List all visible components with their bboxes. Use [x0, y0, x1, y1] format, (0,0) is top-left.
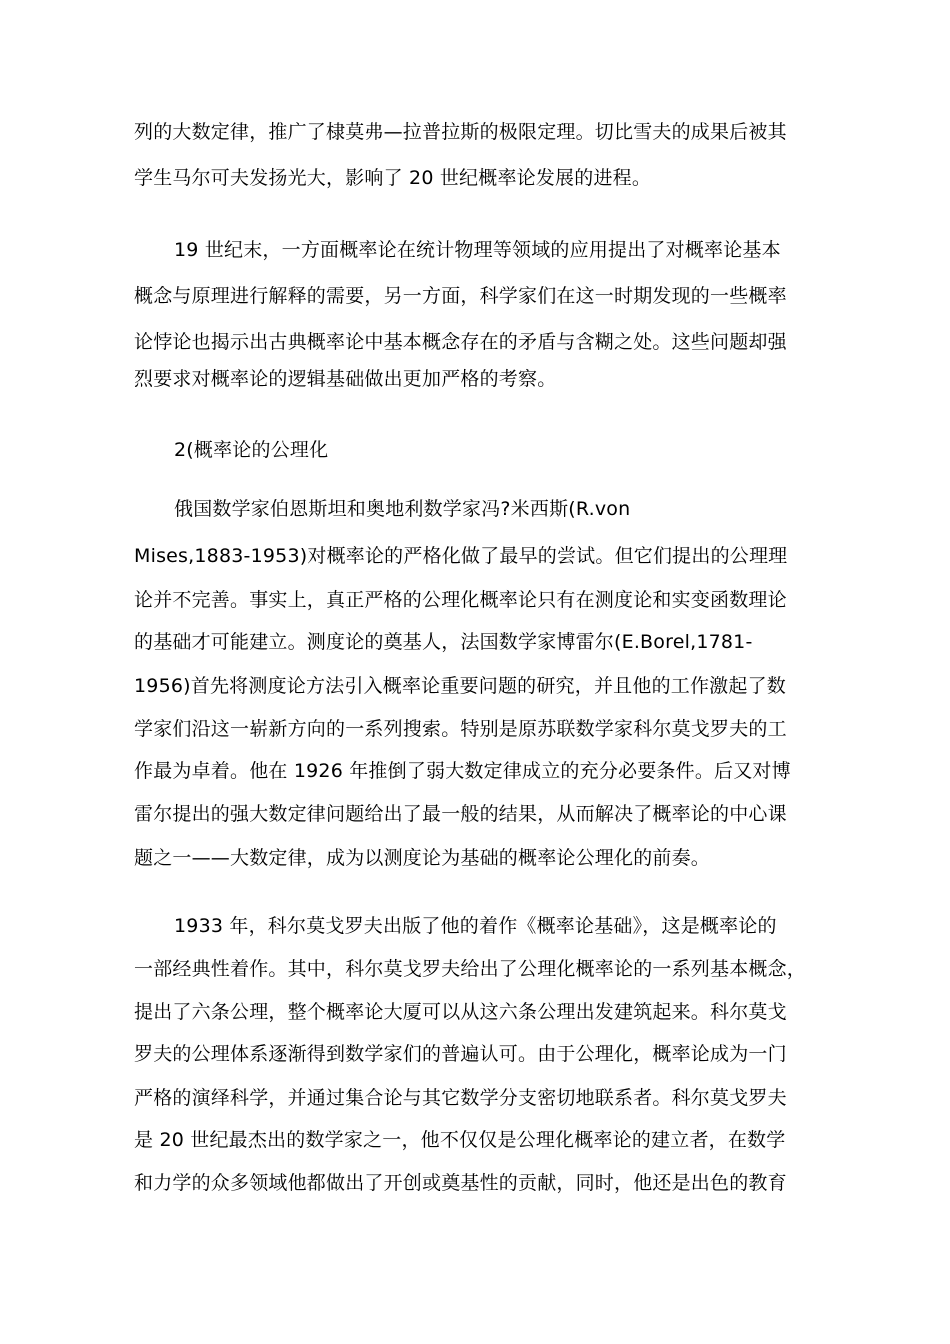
text-line: 作最为卓着。他在 1926 年推倒了弱大数定律成立的充分必要条件。后又对博	[134, 760, 791, 782]
text-line: 严格的演绎科学，并通过集合论与其它数学分支密切地联系者。科尔莫戈罗夫	[134, 1087, 787, 1109]
text-line: 论悖论也揭示出古典概率论中基本概念存在的矛盾与含糊之处。这些问题却强	[134, 331, 787, 353]
text-line: 1933 年，科尔莫戈罗夫出版了他的着作《概率论基础》，这是概率论的	[174, 915, 777, 937]
text-line: 和力学的众多领域他都做出了开创或奠基性的贡献，同时，他还是出色的教育	[134, 1172, 787, 1194]
text-line: 学生马尔可夫发扬光大，影响了 20 世纪概率论发展的进程。	[134, 167, 652, 189]
text-line: 论并不完善。事实上，真正严格的公理化概率论只有在测度论和实变函数理论	[134, 589, 787, 611]
text-line: 题之一——大数定律，成为以测度论为基础的概率论公理化的前奏。	[134, 847, 711, 869]
text-line: 列的大数定律，推广了棣莫弗—拉普拉斯的极限定理。切比雪夫的成果后被其	[134, 121, 787, 143]
text-line: 学家们沿这一崭新方向的一系列搜索。特别是原苏联数学家科尔莫戈罗夫的工	[134, 718, 787, 740]
text-line: 1956)首先将测度论方法引入概率论重要问题的研究，并且他的工作激起了数	[134, 675, 786, 697]
text-line: 俄国数学家伯恩斯坦和奥地利数学家冯?米西斯(R.von	[174, 498, 631, 520]
text-line: 罗夫的公理体系逐渐得到数学家们的普遍认可。由于公理化，概率论成为一门	[134, 1043, 787, 1065]
text-line: 烈要求对概率论的逻辑基础做出更加严格的考察。	[134, 368, 557, 390]
text-line: 提出了六条公理，整个概率论大厦可以从这六条公理出发建筑起来。科尔莫戈	[134, 1001, 787, 1023]
text-line: 一部经典性着作。其中，科尔莫戈罗夫给出了公理化概率论的一系列基本概念，	[134, 958, 807, 980]
text-line: Mises,1883-1953)对概率论的严格化做了最早的尝试。但它们提出的公理理	[134, 545, 788, 567]
text-line: 是 20 世纪最杰出的数学家之一，他不仅仅是公理化概率论的建立者，在数学	[134, 1129, 786, 1151]
section-heading: 2(概率论的公理化	[174, 439, 329, 461]
text-line: 的基础才可能建立。测度论的奠基人，法国数学家博雷尔(E.Borel,1781-	[134, 631, 753, 653]
text-line: 19 世纪末，一方面概率论在统计物理等领域的应用提出了对概率论基本	[174, 239, 781, 261]
text-line: 雷尔提出的强大数定律问题给出了最一般的结果，从而解决了概率论的中心课	[134, 803, 787, 825]
text-line: 概念与原理进行解释的需要，另一方面，科学家们在这一时期发现的一些概率	[134, 285, 787, 307]
